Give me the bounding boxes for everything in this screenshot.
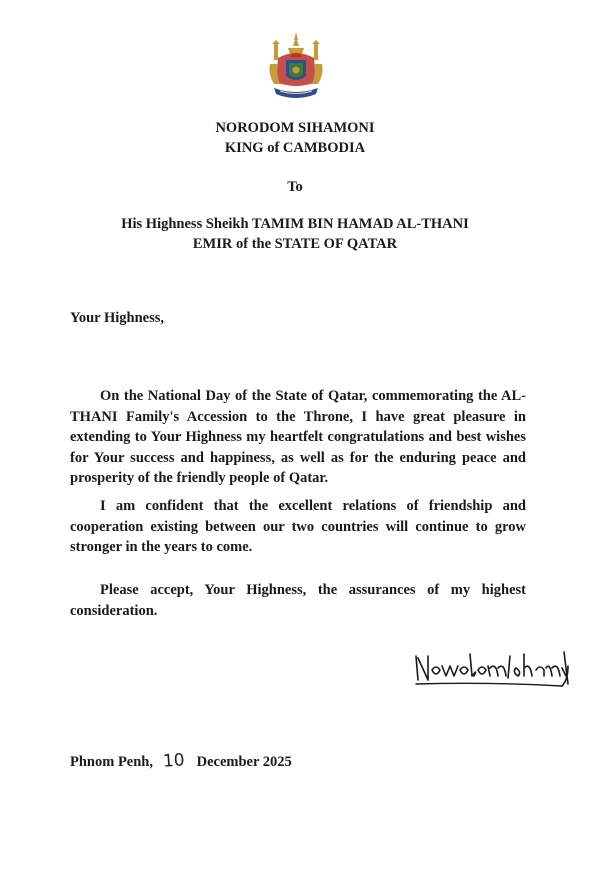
paragraph-relations: I am confident that the excellent relations of friendship and cooperation existing between our two countries will continue to grow stronger in the years to come. bbox=[70, 498, 526, 555]
sender-block bbox=[0, 118, 590, 158]
sender-name: NORODOM SIHAMONI bbox=[215, 120, 375, 136]
sender-title: KING of CAMBODIA bbox=[224, 140, 366, 156]
handwritten-signature-icon bbox=[412, 646, 572, 690]
to-label: To bbox=[287, 179, 303, 195]
handwritten-day: 10 bbox=[162, 750, 186, 772]
recipient-name: His Highness Sheikh TAMIM BIN HAMAD AL-THANI bbox=[121, 216, 469, 232]
salutation: Your Highness, bbox=[70, 310, 165, 326]
date-line bbox=[70, 751, 292, 771]
month-year: December 2025 bbox=[196, 754, 292, 770]
royal-crest-icon bbox=[264, 30, 328, 104]
paragraph-closing-courtesy: Please accept, Your Highness, the assurances of my highest consideration. bbox=[70, 582, 526, 619]
place-name: Phnom Penh, bbox=[70, 754, 153, 770]
recipient-block bbox=[0, 214, 590, 254]
paragraph-congratulations: On the National Day of the State of Qatar, commemorating the AL-THANI Family's Accession to the Throne, I have great pleasure in extending to Your Highness my heartfelt congratulations and best wishes for Your success and happiness, as well as for the enduring peace and prosperity of the friendly people of Qatar. bbox=[70, 388, 526, 486]
recipient-title: EMIR of the STATE OF QATAR bbox=[192, 236, 398, 252]
